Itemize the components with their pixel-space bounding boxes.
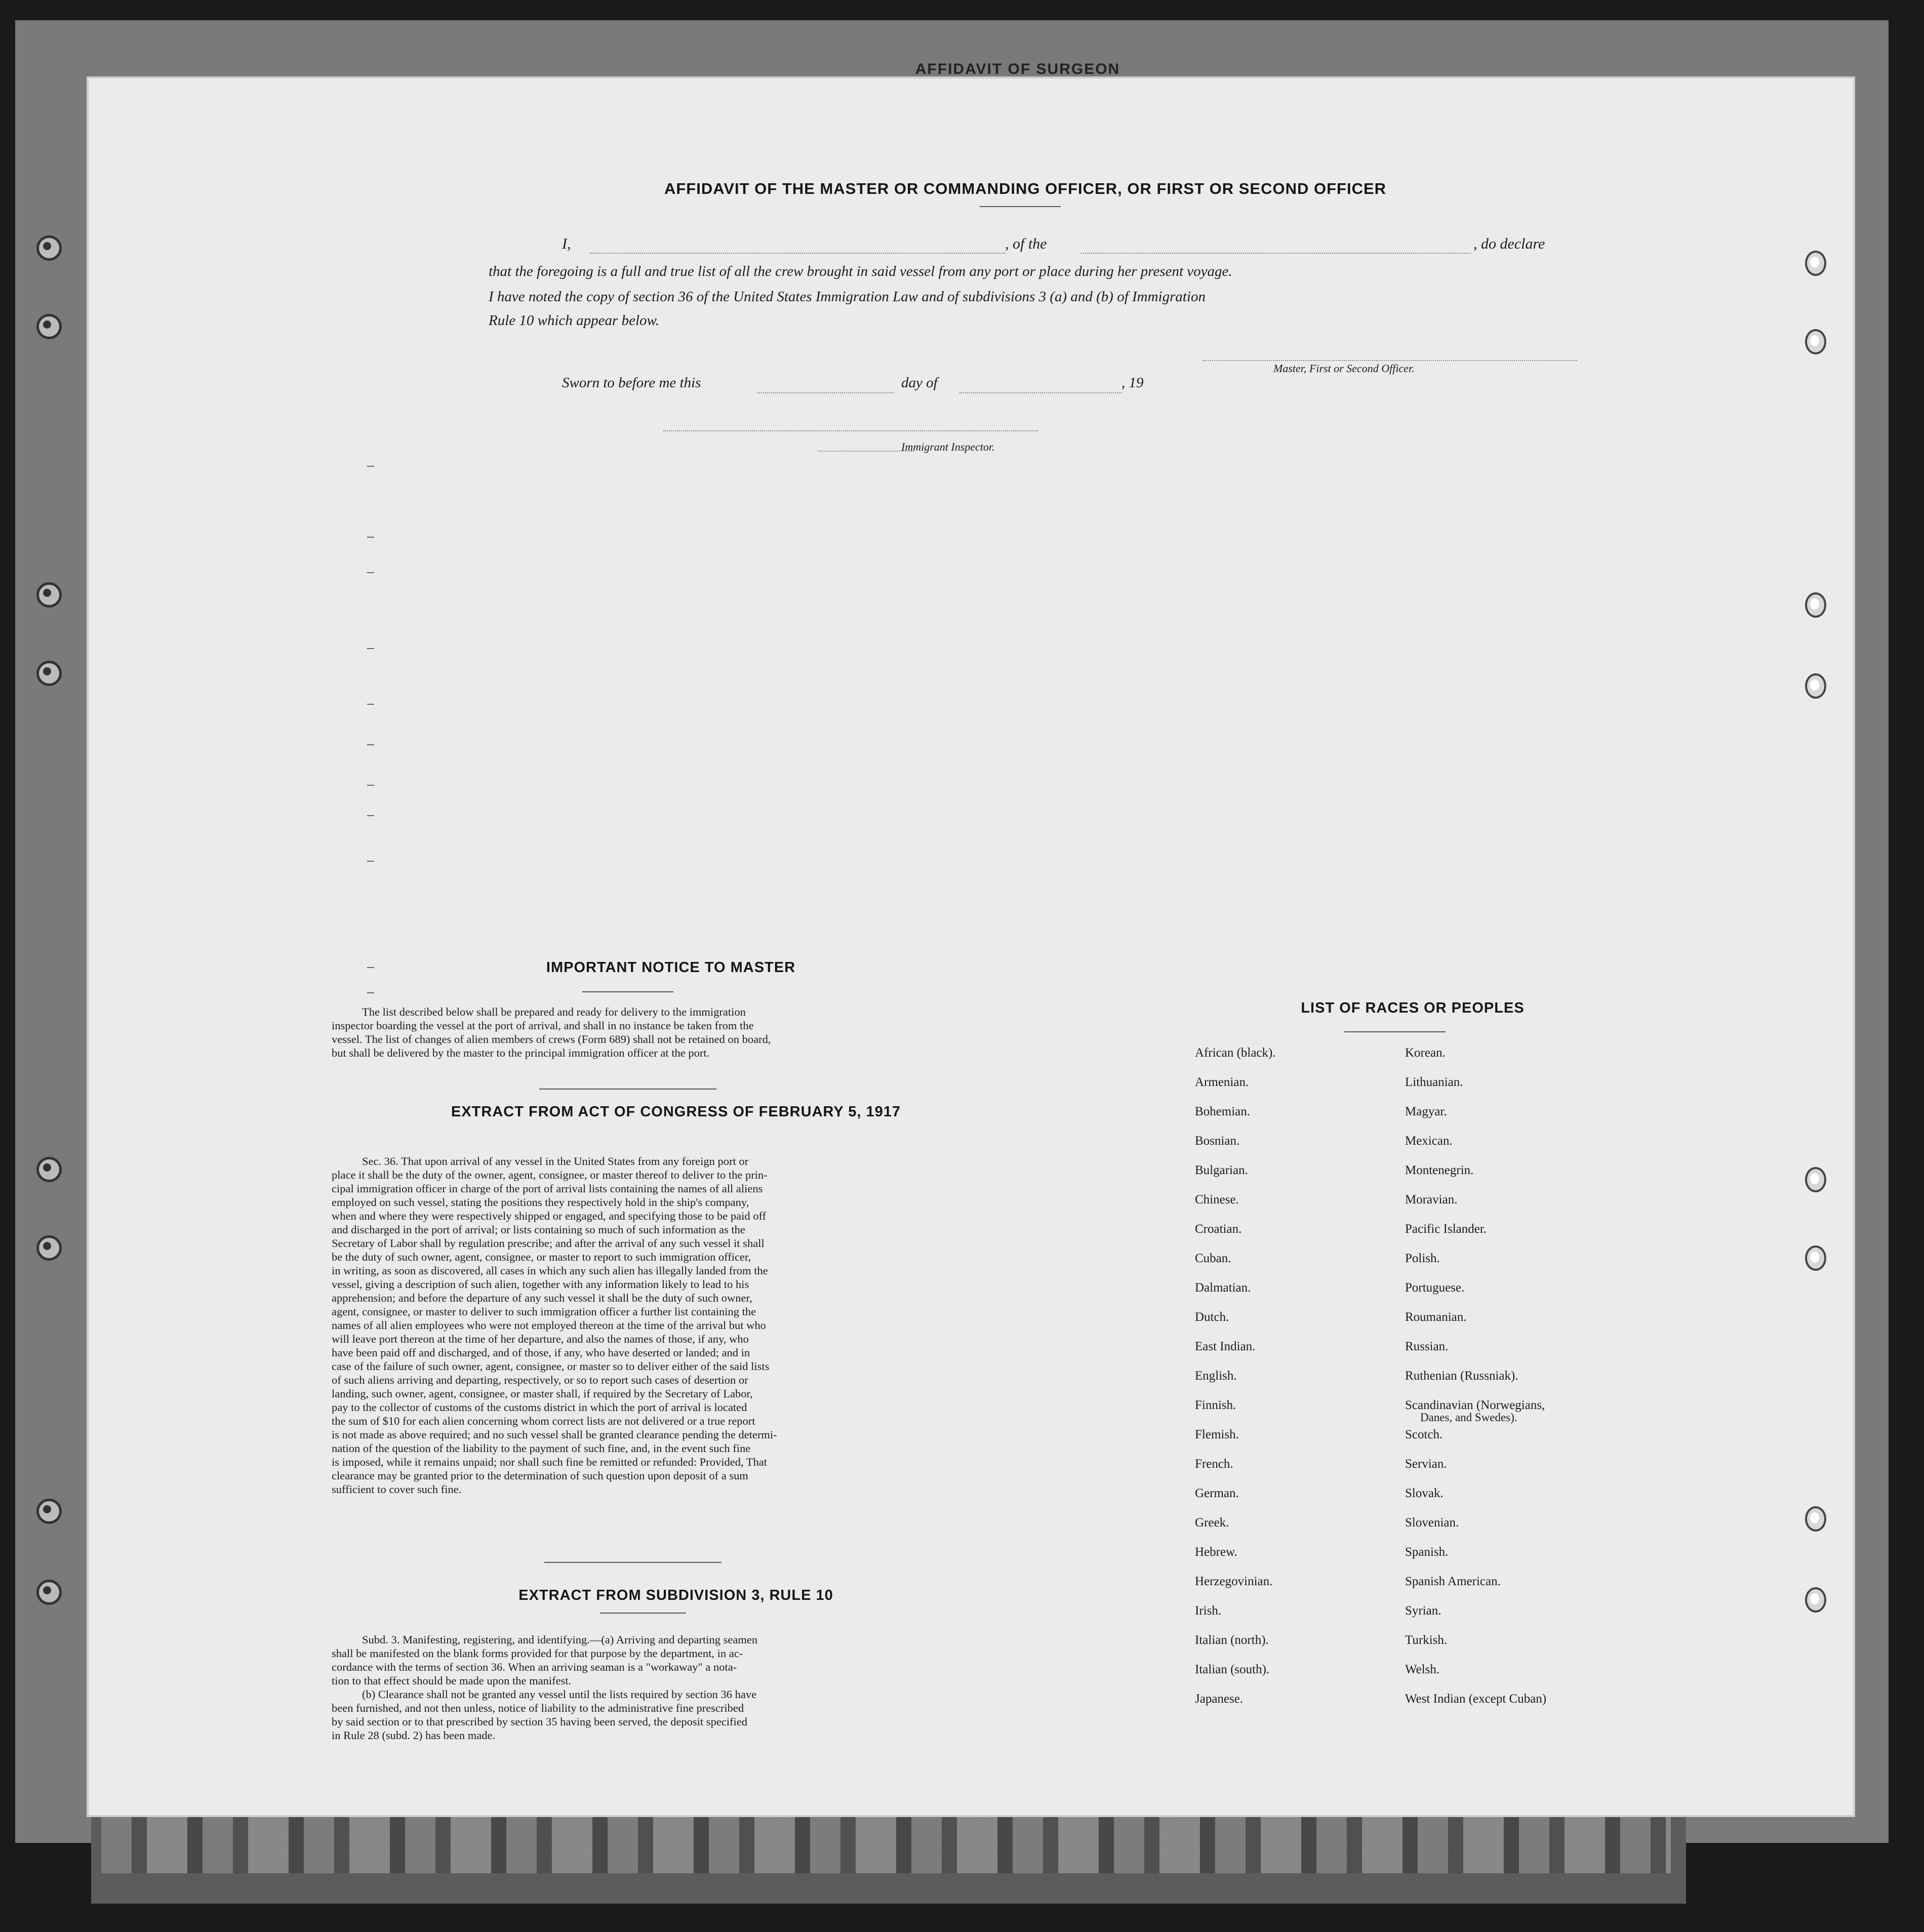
race-item: Scandinavian (Norwegians, bbox=[1405, 1398, 1545, 1412]
race-item: Bohemian. bbox=[1195, 1105, 1251, 1118]
race-item: Montenegrin. bbox=[1405, 1163, 1474, 1177]
race-item: Flemish. bbox=[1195, 1428, 1239, 1441]
act-line: Sec. 36. That upon arrival of any vessel in the United States from any foreign port or bbox=[362, 1155, 749, 1168]
margin-dash bbox=[367, 704, 374, 705]
title-rule bbox=[980, 206, 1061, 207]
margin-dash bbox=[367, 572, 374, 573]
margin-dash bbox=[367, 992, 374, 993]
binder-ring bbox=[36, 1580, 62, 1605]
race-item: Polish. bbox=[1405, 1252, 1440, 1265]
punch-hole bbox=[1805, 1245, 1826, 1271]
binder-ring bbox=[36, 661, 62, 686]
race-item: German. bbox=[1195, 1486, 1239, 1500]
race-item: Croatian. bbox=[1195, 1222, 1242, 1236]
race-item: East Indian. bbox=[1195, 1340, 1256, 1353]
margin-dash bbox=[367, 466, 374, 467]
margin-dash bbox=[367, 967, 374, 968]
binder-ring bbox=[36, 1235, 62, 1261]
race-item: Lithuanian. bbox=[1405, 1075, 1463, 1089]
act-line: is not made as above required; and no such vessel shall be granted clearance pending the determi- bbox=[332, 1428, 777, 1441]
race-item: Korean. bbox=[1405, 1046, 1446, 1060]
race-item-continuation: Danes, and Swedes). bbox=[1420, 1411, 1517, 1424]
rule-line: tion to that effect should be made upon the manifest. bbox=[332, 1674, 572, 1687]
notice-end-rule bbox=[539, 1089, 716, 1090]
punch-hole bbox=[1805, 251, 1826, 276]
race-item: Herzegovinian. bbox=[1195, 1575, 1273, 1588]
act-line: Secretary of Labor shall by regulation prescribe; and after the arrival of any such vessel it shall bbox=[332, 1237, 765, 1250]
race-item: Welsh. bbox=[1405, 1663, 1440, 1676]
act-line: landing, such owner, agent, consignee, or master shall, if required by the Secretary of Labor, bbox=[332, 1387, 753, 1400]
extract-rule-body bbox=[332, 1633, 1018, 1742]
binder-ring bbox=[36, 314, 62, 339]
act-line: is imposed, while it remains unpaid; nor shall such fine be remitted or refunded: Provided, That bbox=[332, 1456, 768, 1468]
extract-act-title: EXTRACT FROM ACT OF CONGRESS OF FEBRUARY 5, 1917 bbox=[451, 1104, 901, 1120]
act-line: employed on such vessel, stating the positions they respectively hold in the ship's company, bbox=[332, 1196, 749, 1209]
notice-rule bbox=[582, 991, 673, 992]
race-item: Spanish. bbox=[1405, 1545, 1449, 1559]
race-item: Greek. bbox=[1195, 1516, 1229, 1530]
rule-title-rule bbox=[600, 1613, 686, 1614]
act-line: apprehension; and before the departure of any such vessel it shall be the duty of such owner, bbox=[332, 1292, 752, 1304]
rule-line: (b) Clearance shall not be granted any vessel until the lists required by section 36 have bbox=[362, 1688, 757, 1701]
race-item: Slovak. bbox=[1405, 1486, 1444, 1500]
notice-title: IMPORTANT NOTICE TO MASTER bbox=[546, 959, 796, 976]
background-header: AFFIDAVIT OF SURGEON bbox=[915, 61, 1120, 77]
rule-line: been furnished, and not then unless, notice of liability to the administrative fine prescribed bbox=[332, 1702, 744, 1714]
act-line: of such aliens arriving and departing, respectively, or so to report such cases of desertion or bbox=[332, 1374, 748, 1386]
year-label: , 19 bbox=[1121, 375, 1144, 391]
binder-ring bbox=[36, 1157, 62, 1182]
race-item: Irish. bbox=[1195, 1604, 1222, 1618]
punch-hole bbox=[1805, 1167, 1826, 1192]
margin-dash bbox=[367, 537, 374, 538]
race-item: Italian (south). bbox=[1195, 1663, 1270, 1676]
affidavit-of-the: , of the bbox=[1005, 235, 1047, 252]
race-item: Mexican. bbox=[1405, 1134, 1453, 1148]
signature-line bbox=[1202, 360, 1577, 361]
margin-dash bbox=[367, 861, 374, 862]
margin-dash bbox=[367, 815, 374, 816]
act-line: names of all alien employees who were not employed thereon at the time of the arrival but who bbox=[332, 1319, 766, 1332]
margin-dash bbox=[367, 785, 374, 786]
rule-line: in Rule 28 (subd. 2) has been made. bbox=[332, 1729, 496, 1742]
race-item: Bulgarian. bbox=[1195, 1163, 1248, 1177]
race-item: Ruthenian (Russniak). bbox=[1405, 1369, 1518, 1383]
races-title: LIST OF RACES OR PEOPLES bbox=[1301, 1000, 1525, 1016]
act-line: will leave port thereon at the time of her departure, and also the names of those, if any, who bbox=[332, 1333, 749, 1345]
notice-line: vessel. The list of changes of alien members of crews (Form 689) shall not be retained on board, bbox=[332, 1033, 771, 1045]
race-item: Slovenian. bbox=[1405, 1516, 1459, 1530]
name-blank-line bbox=[590, 253, 1005, 254]
race-item: Servian. bbox=[1405, 1457, 1447, 1471]
act-line: place it shall be the duty of the owner, agent, consignee, or master thereof to deliver to the prin- bbox=[332, 1169, 768, 1181]
punch-hole bbox=[1805, 1506, 1826, 1532]
race-item: Dutch. bbox=[1195, 1310, 1229, 1324]
inspector-label: Immigrant Inspector. bbox=[901, 440, 995, 453]
act-line: nation of the question of the liability to the payment of such fine, and, in the event such fine bbox=[332, 1442, 751, 1455]
extract-rule-title: EXTRACT FROM SUBDIVISION 3, RULE 10 bbox=[518, 1587, 833, 1603]
races-right-column bbox=[1405, 1045, 1668, 1721]
rule-line: by said section or to that prescribed by section 35 having been served, the deposit specified bbox=[332, 1715, 748, 1728]
act-line: have been paid off and discharged, and of those, if any, who have deserted or landed; and in bbox=[332, 1346, 750, 1359]
binder-ring bbox=[36, 582, 62, 608]
act-line: be the duty of such owner, agent, consignee, or master to report to such immigration officer, bbox=[332, 1251, 751, 1263]
act-line: pay to the collector of customs of the customs district in which the port of arrival is located bbox=[332, 1401, 747, 1414]
act-end-rule bbox=[544, 1562, 721, 1563]
race-item: Portuguese. bbox=[1405, 1281, 1465, 1295]
race-item: Cuban. bbox=[1195, 1252, 1231, 1265]
inspector-signature-line bbox=[663, 430, 1038, 431]
sworn-day-line bbox=[757, 392, 894, 393]
punch-hole bbox=[1805, 1587, 1826, 1613]
affidavit-i-label: I, bbox=[562, 235, 571, 252]
race-item: Japanese. bbox=[1195, 1692, 1244, 1706]
races-rule bbox=[1344, 1031, 1446, 1032]
act-line: agent, consignee, or master to deliver to such immigration officer a further list containing the bbox=[332, 1305, 756, 1318]
race-item: Roumanian. bbox=[1405, 1310, 1467, 1324]
race-item: Scotch. bbox=[1405, 1428, 1443, 1441]
act-line: in writing, as soon as discovered, all cases in which any such alien has illegally landed from the bbox=[332, 1264, 768, 1277]
race-item: Turkish. bbox=[1405, 1633, 1448, 1647]
races-left-column bbox=[1195, 1045, 1397, 1721]
act-line: the sum of $10 for each alien concerning whom correct lists are not delivered or a true report bbox=[332, 1415, 755, 1427]
inspector-short-line bbox=[818, 451, 914, 452]
race-item: Chinese. bbox=[1195, 1193, 1239, 1206]
margin-dash bbox=[367, 648, 374, 649]
race-item-scandinavian bbox=[1405, 1398, 1668, 1427]
rule-line: shall be manifested on the blank forms provided for that purpose by the department, in ac- bbox=[332, 1647, 743, 1660]
affidavit-line-4: Rule 10 which appear below. bbox=[489, 312, 659, 329]
act-line: sufficient to cover such fine. bbox=[332, 1483, 462, 1496]
race-item: French. bbox=[1195, 1457, 1233, 1471]
margin-dash bbox=[367, 744, 374, 745]
binder-ring bbox=[36, 235, 62, 261]
punch-hole bbox=[1805, 329, 1826, 354]
race-item: Moravian. bbox=[1405, 1193, 1458, 1206]
race-item: Finnish. bbox=[1195, 1398, 1236, 1412]
act-line: and discharged in the port of arrival; or lists containing so much of such information as the bbox=[332, 1223, 745, 1236]
race-item: English. bbox=[1195, 1369, 1237, 1383]
sworn-label: Sworn to before me this bbox=[562, 375, 701, 391]
race-item: Bosnian. bbox=[1195, 1134, 1240, 1148]
race-item: Syrian. bbox=[1405, 1604, 1441, 1618]
day-of-label: day of bbox=[901, 375, 938, 391]
signature-label: Master, First or Second Officer. bbox=[1273, 362, 1415, 375]
extract-act-body bbox=[332, 1154, 1018, 1496]
rule-line: Subd. 3. Manifesting, registering, and identifying.—(a) Arriving and departing seamen bbox=[362, 1633, 758, 1646]
race-item: Armenian. bbox=[1195, 1075, 1249, 1089]
act-line: clearance may be granted prior to the determination of such question upon deposit of a sum bbox=[332, 1469, 748, 1482]
notice-body bbox=[332, 1005, 1018, 1060]
race-item: Spanish American. bbox=[1405, 1575, 1501, 1588]
notice-line: but shall be delivered by the master to the principal immigration officer at the port. bbox=[332, 1046, 710, 1059]
act-line: when and where they were respectively shipped or engaged, and specifying those to be paid off bbox=[332, 1210, 767, 1222]
affidavit-do-declare: , do declare bbox=[1473, 235, 1545, 252]
act-line: case of the failure of such owner, agent, consignee, or master so to deliver either of the said lists bbox=[332, 1360, 770, 1373]
torn-paper-strip bbox=[101, 1813, 1671, 1873]
notice-line: inspector boarding the vessel at the port of arrival, and shall in no instance be taken from the bbox=[332, 1019, 754, 1032]
affidavit-title: AFFIDAVIT OF THE MASTER OR COMMANDING OFFICER, OR FIRST OR SECOND OFFICER bbox=[664, 180, 1387, 197]
notice-line: The list described below shall be prepared and ready for delivery to the immigration bbox=[362, 1005, 746, 1018]
race-item: African (black). bbox=[1195, 1046, 1276, 1060]
race-item: Pacific Islander. bbox=[1405, 1222, 1487, 1236]
affidavit-line-2: that the foregoing is a full and true list of all the crew brought in said vessel from any port or place during her present voyage. bbox=[489, 263, 1232, 279]
affidavit-line-3: I have noted the copy of section 36 of the United States Immigration Law and of subdivisions 3 (a) and (b) of Immigration bbox=[489, 289, 1206, 305]
act-line: vessel, giving a description of such alien, together with any information likely to lead to his bbox=[332, 1278, 749, 1291]
punch-hole bbox=[1805, 673, 1826, 699]
race-item: Italian (north). bbox=[1195, 1633, 1269, 1647]
punch-hole bbox=[1805, 592, 1826, 618]
month-line bbox=[959, 392, 1121, 393]
race-item: Magyar. bbox=[1405, 1105, 1447, 1118]
vessel-blank-line bbox=[1081, 253, 1471, 254]
rule-line: cordance with the terms of section 36. When an arriving seaman is a "workaway" a nota- bbox=[332, 1661, 737, 1673]
race-item: Dalmatian. bbox=[1195, 1281, 1251, 1295]
race-item: Russian. bbox=[1405, 1340, 1449, 1353]
binder-ring bbox=[36, 1499, 62, 1524]
race-item: Hebrew. bbox=[1195, 1545, 1237, 1559]
document-sheet bbox=[89, 78, 1853, 1815]
race-item: West Indian (except Cuban) bbox=[1405, 1692, 1547, 1706]
act-line: cipal immigration officer in charge of the port of arrival lists containing the names of all aliens bbox=[332, 1182, 763, 1195]
